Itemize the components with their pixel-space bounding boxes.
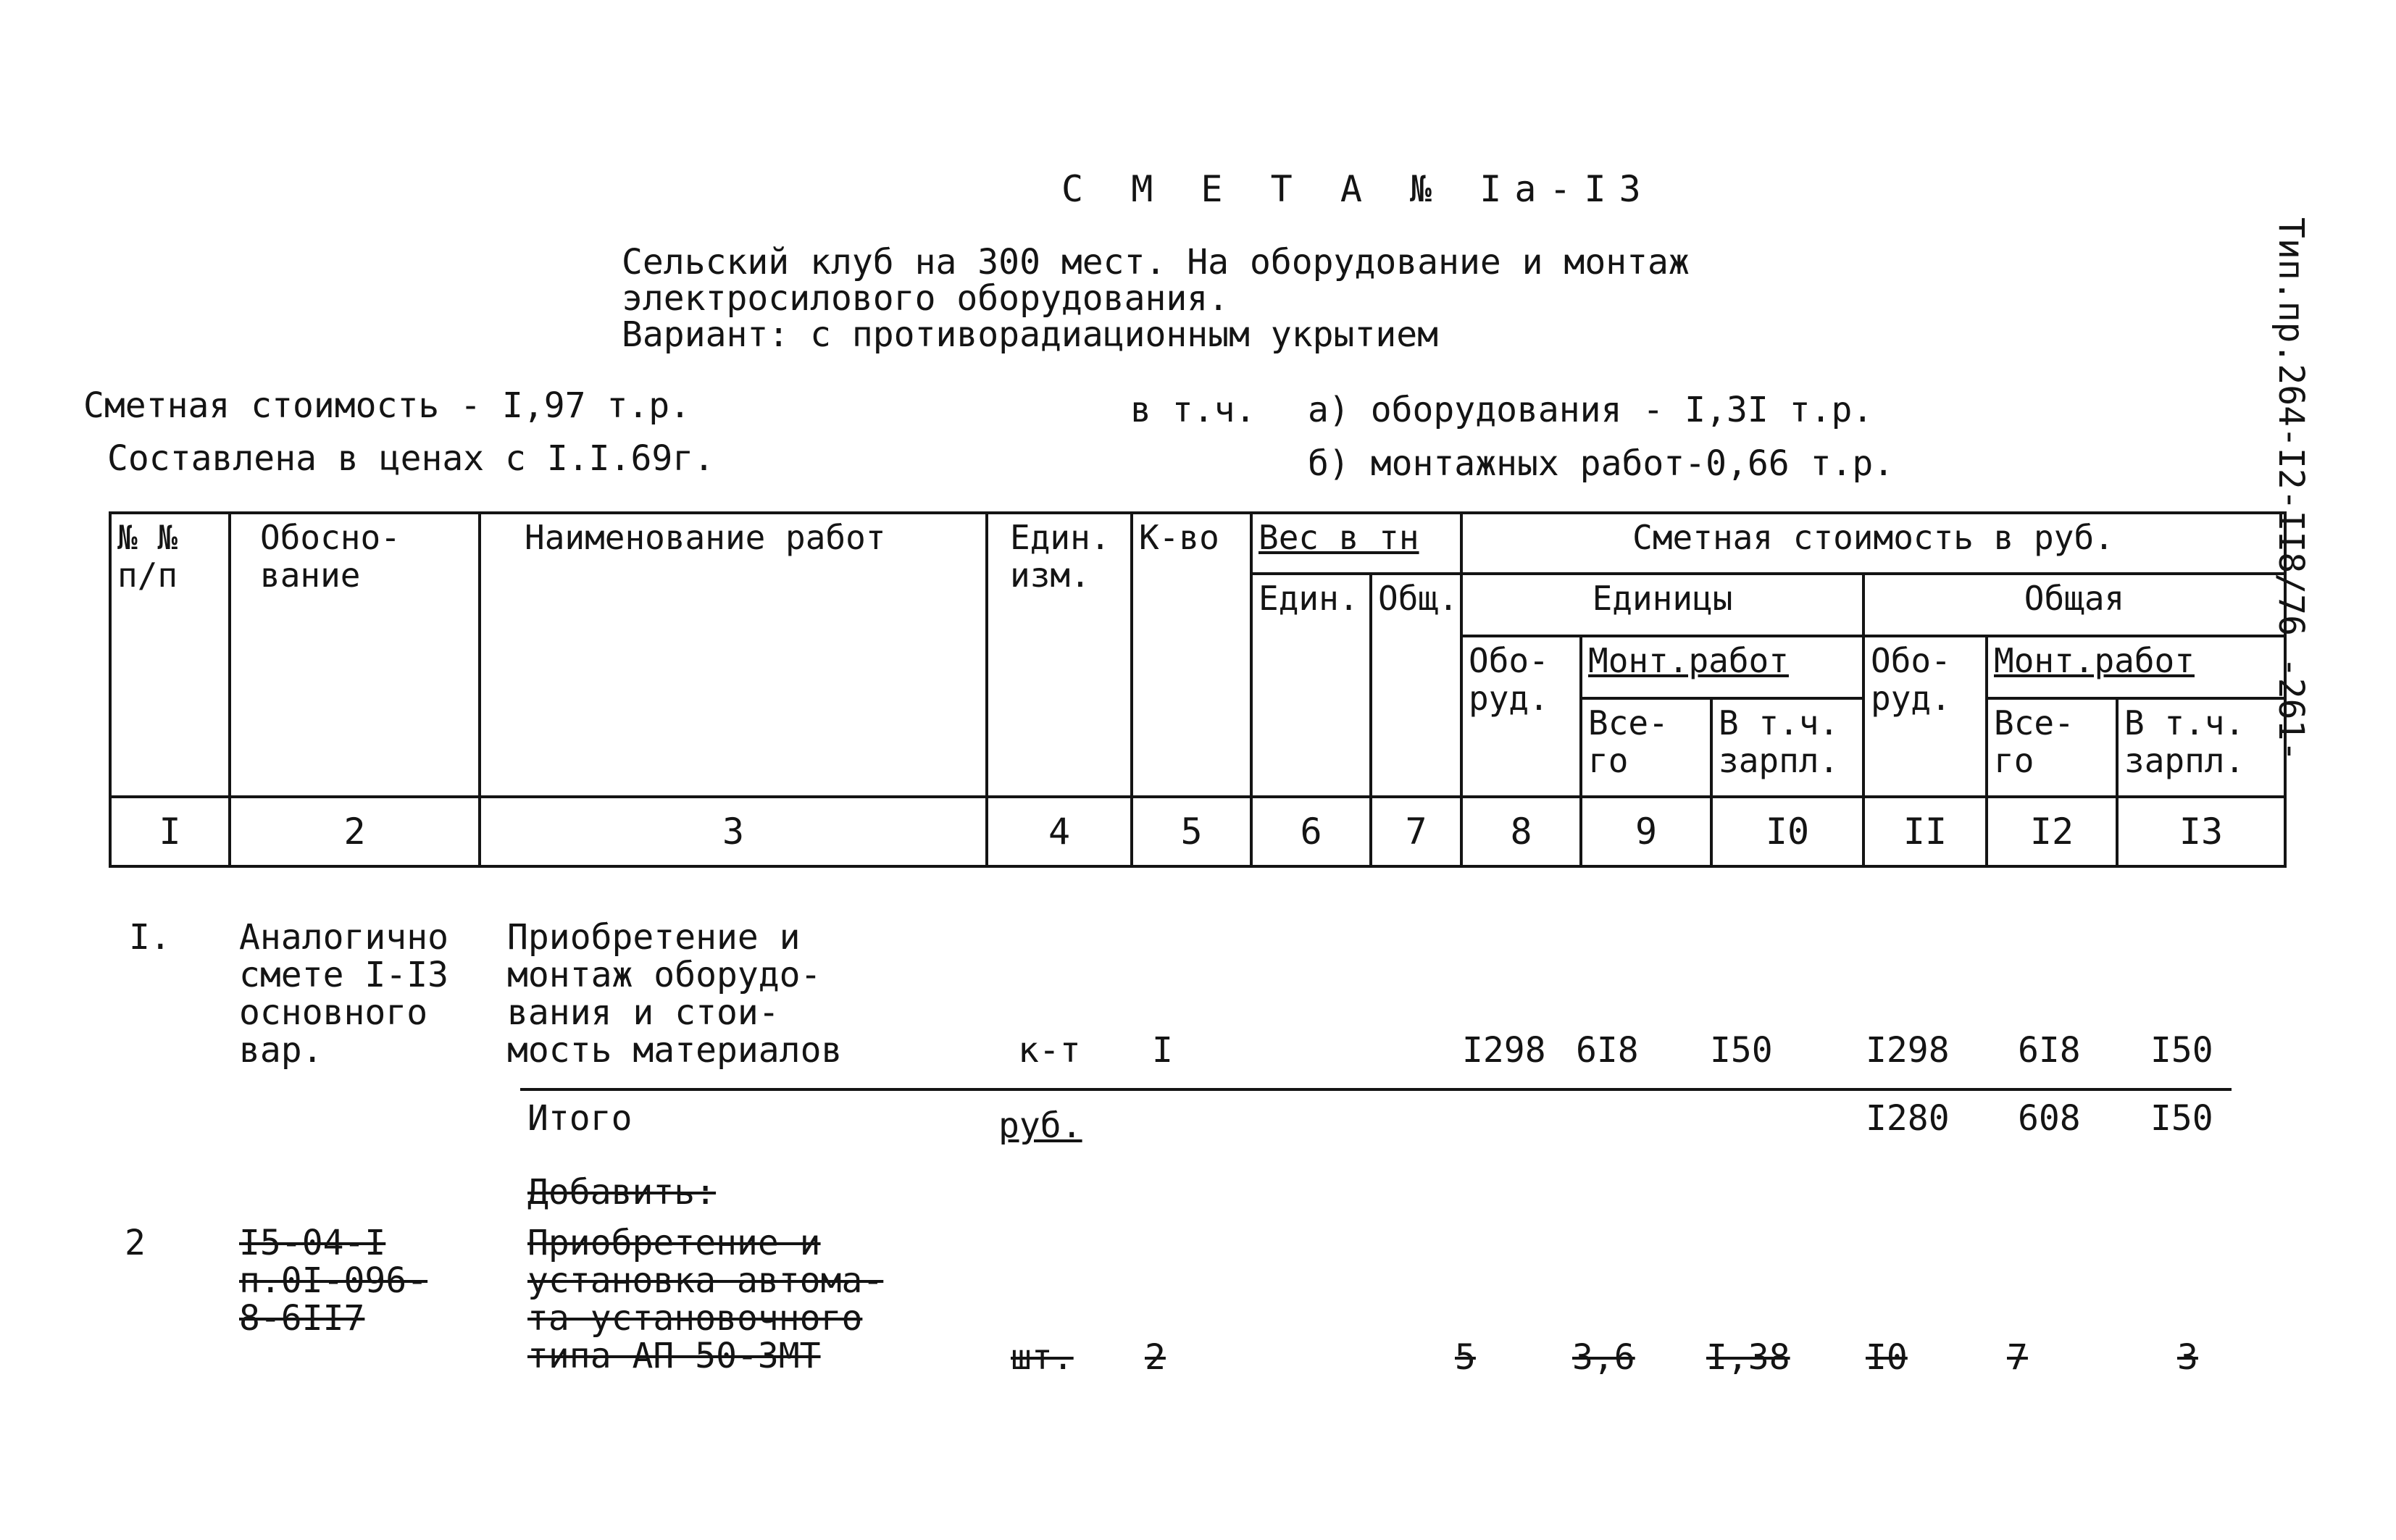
estimated-cost: Сметная стоимость - I,97 т.р.	[83, 385, 691, 426]
total-equipment: I280	[1866, 1098, 1950, 1139]
row-unit: к-т	[1018, 1030, 1081, 1071]
column-number: II	[1863, 797, 1987, 866]
row-wage-total: I50	[2150, 1030, 2213, 1071]
row-installation-unit: 3,6	[1572, 1337, 1635, 1378]
equipment-cost: а) оборудования - I,3I т.р.	[1308, 390, 1874, 430]
row-unit: шт.	[1011, 1337, 1074, 1378]
col-header-basis: Обосно- вание	[230, 513, 480, 797]
column-number: I0	[1711, 797, 1863, 866]
row-wage-unit: I,38	[1706, 1337, 1790, 1378]
row-quantity: I	[1152, 1030, 1173, 1071]
row-work-name: Приобретение и монтаж оборудо- вания и стои- мость материалов	[507, 917, 843, 1071]
column-number: 9	[1581, 797, 1711, 866]
row-equipment-unit: I298	[1462, 1030, 1546, 1071]
col-header-weight-unit: Един.	[1251, 574, 1371, 797]
column-number: I2	[1987, 797, 2117, 866]
column-number: 2	[230, 797, 480, 866]
column-number: 4	[987, 797, 1132, 866]
document-title: С М Е Т А № Iа-I3	[1061, 168, 1654, 210]
subtitle-line-1: Сельский клуб на 300 мест. На оборудование и монтаж	[622, 242, 1690, 283]
row-number: I.	[129, 917, 171, 958]
col-header-work-name: Наименование работ	[480, 513, 987, 797]
total-installation: 608	[2018, 1098, 2081, 1139]
col-header-quantity: К-во	[1132, 513, 1251, 797]
col-header-all-unit: Все- го	[1581, 698, 1711, 797]
row-installation-unit: 6I8	[1576, 1030, 1639, 1071]
column-number: 3	[480, 797, 987, 866]
col-header-wage-total: В т.ч. зарпл.	[2117, 698, 2285, 797]
column-number: 8	[1461, 797, 1581, 866]
row-equipment-total: I298	[1866, 1030, 1950, 1071]
col-header-total-cost: Общая	[1863, 574, 2285, 636]
total-wage: I50	[2150, 1098, 2213, 1139]
column-number: I	[110, 797, 230, 866]
total-unit: руб.	[998, 1105, 1082, 1146]
row-quantity: 2	[1145, 1337, 1166, 1378]
col-header-estimated-cost: Сметная стоимость в руб.	[1461, 513, 2285, 574]
installation-cost: б) монтажных работ-0,66 т.р.	[1308, 443, 1895, 484]
prices-basis: Составлена в ценах с I.I.69г.	[107, 438, 715, 479]
estimate-table	[109, 511, 2287, 868]
row-number: 2	[125, 1223, 146, 1263]
col-header-installation-unit: Монт.работ	[1581, 636, 1863, 698]
col-header-weight-total: Общ.	[1371, 574, 1461, 797]
column-number: 7	[1371, 797, 1461, 866]
col-header-unit: Един. изм.	[987, 513, 1132, 797]
col-header-all-total: Все- го	[1987, 698, 2117, 797]
side-stamp: Тип.пр.264-I2-II8/76 -261-	[2271, 217, 2311, 762]
col-header-weight: Вес в тн	[1251, 513, 1461, 574]
col-header-wage-unit: В т.ч. зарпл.	[1711, 698, 1863, 797]
total-rule	[520, 1088, 2232, 1091]
row-wage-total: 3	[2177, 1337, 2198, 1378]
subtitle-line-2: электросилового оборудования.	[622, 278, 1230, 319]
row-basis: I5-04-I п.0I-096- 8-6II7	[239, 1223, 428, 1339]
row-basis: Аналогично смете I-I3 основного вар.	[239, 917, 448, 1071]
col-header-equipment-unit: Обо- руд.	[1461, 636, 1581, 797]
including-label: в т.ч.	[1130, 390, 1256, 430]
row-equipment-total: I0	[1866, 1337, 1908, 1378]
column-number: 5	[1132, 797, 1251, 866]
column-number-row	[110, 797, 2285, 866]
add-label: Добавить:	[527, 1172, 717, 1213]
col-header-unit-cost: Единицы	[1461, 574, 1863, 636]
col-header-installation-total: Монт.работ	[1987, 636, 2285, 698]
total-label: Итого	[527, 1098, 633, 1139]
col-header-equipment-total: Обо- руд.	[1863, 636, 1987, 797]
subtitle-line-3: Вариант: с противорадиационным укрытием	[622, 314, 1439, 355]
row-wage-unit: I50	[1710, 1030, 1773, 1071]
column-number: I3	[2117, 797, 2285, 866]
col-header-number: № № п/п	[110, 513, 230, 797]
row-work-name: Приобретение и установка автома- та установочного типа АП 50-3МТ	[527, 1223, 884, 1376]
row-installation-total: 6I8	[2018, 1030, 2081, 1071]
column-number: 6	[1251, 797, 1371, 866]
row-equipment-unit: 5	[1455, 1337, 1476, 1378]
row-installation-total: 7	[2007, 1337, 2028, 1378]
